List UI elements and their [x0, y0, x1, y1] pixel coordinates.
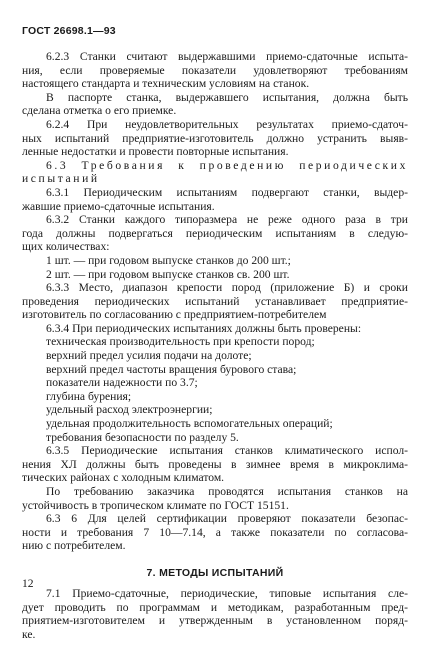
text-line: нию с потребителем. — [22, 539, 126, 553]
text-line: техническая производительность при крепости пород; — [46, 335, 315, 349]
text-line: По требованию заказчика проводятся испытания станков на — [46, 485, 408, 498]
text-line: приятием-изготовителем и утвержденным в установленном поряд- — [22, 614, 408, 628]
text-line: дует проводить по программам и методикам, разработанным пред- — [22, 600, 408, 614]
text-line: ности и требования 7 10—7.14, а также показатели по согласова- — [22, 525, 408, 539]
text-line: 6.3.5 Периодические испытания станков климатического испол- — [46, 444, 408, 458]
text-line: года должны подвергаться периодическим испытаниям в следую- — [22, 226, 408, 240]
text-line: нения ХЛ должны быть проведены в зимнее время в микроклима- — [22, 457, 408, 471]
text-line: требования безопасности по разделу 5. — [46, 430, 239, 444]
text-line: ных испытаний предприятие-изготовитель должно устранить выяв- — [22, 131, 408, 145]
text-line: тических районах с холодным климатом. — [22, 471, 225, 485]
text-line: испытаний — [22, 172, 100, 186]
text-line: 6.2.4 При неудовлетворительных результатах приемо-сдаточ- — [46, 117, 408, 131]
text-line: показатели надежности по 3.7; — [46, 376, 198, 390]
text-line: В паспорте станка, выдержавшего испытания, должна быть — [46, 90, 408, 104]
text-line: 6.3.4 При периодических испытаниях должны быть проверены: — [46, 321, 362, 335]
text-line: верхний предел частоты вращения бурового става; — [46, 362, 297, 376]
text-line: 7.1 Приемо-сдаточные, периодические, типовые испытания сле- — [46, 586, 408, 600]
section-7-title: 7. МЕТОДЫ ИСПЫТАНИЙ — [146, 566, 284, 579]
text-line: ния, если проверяемые показатели удовлетворяют требованиям — [22, 63, 408, 77]
text-line: 6.3.1 Периодическим испытаниям подвергают станки, выдер- — [46, 185, 408, 199]
text-line: 1 шт. — при годовом выпуске станков до 200 шт.; — [46, 253, 291, 267]
text-line: ке. — [22, 627, 36, 641]
text-line: 6.3.3 Место, диапазон крепости пород (приложение Б) и сроки — [46, 281, 408, 295]
text-line: ленные недостатки и провести повторные испытания. — [22, 145, 289, 159]
text-line: настоящего стандарта и техническим условиям на станок. — [22, 77, 310, 91]
text-line: сделана отметка о его приемке. — [22, 104, 177, 118]
text-line: 6.3.2 Станки каждого типоразмера не реже одного раза в три — [46, 213, 408, 227]
text-line: 6.3 Требования к проведению периодических — [46, 158, 408, 172]
text-line: 6.3 6 Для целей сертификации проверяют показатели безопас- — [46, 512, 408, 526]
section-7-text — [22, 587, 408, 641]
text-line: удельный расход электроэнергии; — [46, 403, 213, 417]
page-body — [22, 50, 408, 641]
text-line: изготовитель по согласованию с предприятием-потребителем — [22, 308, 327, 322]
text-line: 2 шт. — при годовом выпуске станков св. 200 шт. — [46, 267, 290, 281]
text-line: устойчивость в тропическом климате по ГОСТ 15151. — [22, 498, 289, 512]
text-line: верхний предел усилия подачи на долоте; — [46, 349, 252, 363]
text-line: проведения периодических испытаний устанавливает предприятие- — [22, 294, 408, 308]
text-line: глубина бурения; — [46, 389, 132, 403]
text-line: жавшие приемо-сдаточные испытания. — [22, 199, 215, 213]
text-line: 6.2.3 Станки считают выдержавшими приемо-сдаточные испыта- — [46, 50, 408, 63]
section-6-text — [22, 50, 408, 553]
running-header: ГОСТ 26698.1—93 — [22, 25, 116, 37]
text-line: щих количествах: — [22, 240, 110, 254]
page-number: 12 — [22, 577, 34, 590]
text-line: удельная продолжительность вспомогательных операций; — [46, 417, 333, 431]
